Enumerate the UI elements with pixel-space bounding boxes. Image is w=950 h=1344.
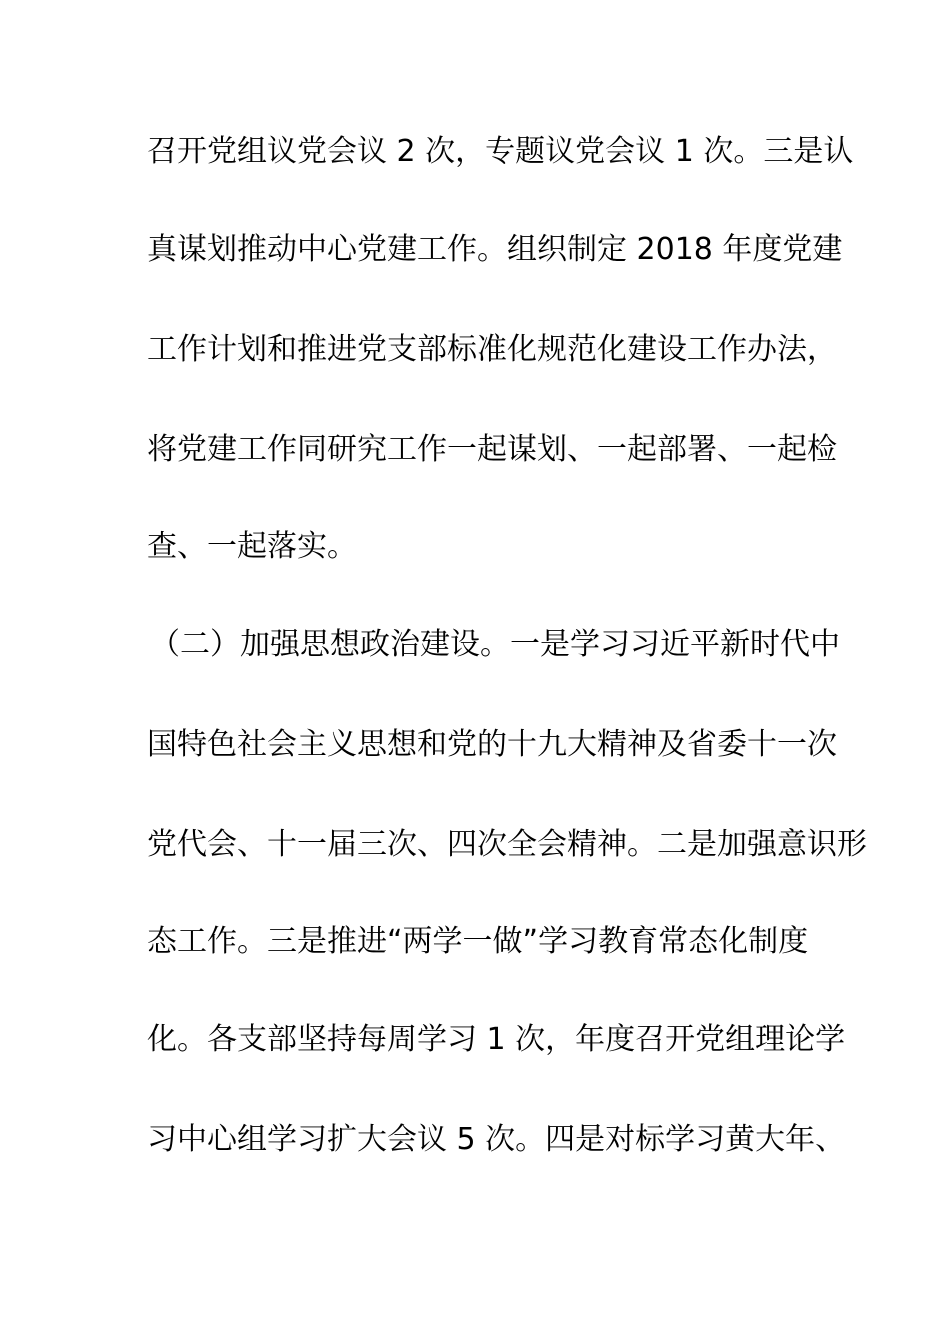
section-heading-line: （二）加强思想政治建设。一是学习习近平新时代中: [150, 627, 840, 662]
text-line-3: 工作计划和推进党支部标准化规范化建设工作办法，: [147, 332, 837, 367]
text-line-7: 国特色社会主义思想和党的十九大精神及省委十一次: [147, 727, 837, 762]
text-line-9: 态工作。三是推进“两学一做”学习教育常态化制度: [147, 924, 809, 959]
text-line-4: 将党建工作同研究工作一起谋划、一起部署、一起检: [147, 432, 837, 467]
text-line-11: 习中心组学习扩大会议 5 次。四是对标学习黄大年、: [147, 1122, 846, 1157]
text-line-8: 党代会、十一届三次、四次全会精神。二是加强意识形: [147, 827, 867, 862]
text-line-10: 化。各支部坚持每周学习 1 次，年度召开党组理论学: [147, 1022, 846, 1057]
text-line-5: 查、一起落实。: [147, 529, 357, 564]
text-line-1: 召开党组议党会议 2 次，专题议党会议 1 次。三是认: [147, 134, 854, 169]
text-line-2: 真谋划推动中心党建工作。组织制定 2018 年度党建: [147, 232, 843, 267]
